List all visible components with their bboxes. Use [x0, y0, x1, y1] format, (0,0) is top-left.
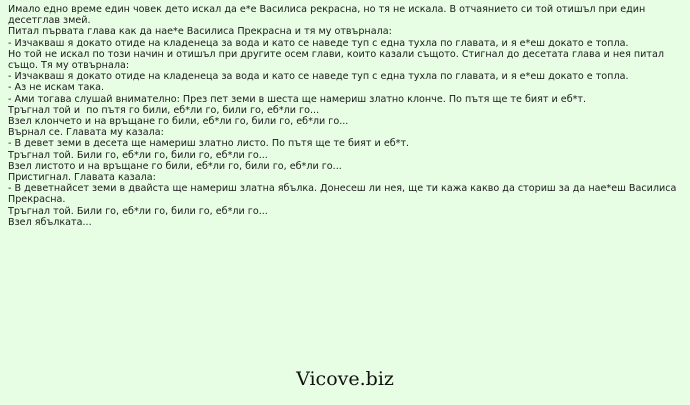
joke-text: Имало едно време един човек дето искал да е*е Василиса рекрасна, но тя не искала. В отчаянието си той отишъл при един десетглав змей. Питал първата глава как да нае*е Василиса Прекрасна и тя му отвърнала: - Изчакваш я докато отиде на кладенеца за вода и като се наведе туп с една тухла по главата, и я е*еш докато е топла. Но той не искал по този начин и отишъл при другите осем глави, които казали същото. Стигнал до десетата глава и нея питал също. Тя му отвърнала: - Изчакваш я докато отиде на кладенеца за вода и като се наведе туп с една тухла по главата, и я е*еш докато е топла. - Аз не искам така. - Ами тогава слушай внимателно: През пет земи в шеста ще намериш златно клонче. По пътя ще те бият и еб*т. Тръгнал той и по пътя го били, еб*ли го, били го, еб*ли го... Взел клончето и на връщане го били, еб*ли го, били го, еб*ли го... Върнал се. Главата му казала: - В девет земи в десета ще намериш златно листо. По пътя ще те бият и еб*т. Тръгнал той. Били го, еб*ли го, били го, еб*ли го... Взел листото и на връщане го били, еб*ли го, били го, еб*ли го... Пристигнал. Главата казала: - В деветнайсет земи в двайста ще намериш златна ябълка. Донесеш ли нея, ще ти кажа какво да сториш за да нае*еш Василиса Прекрасна. Тръгнал той. Били го, еб*ли го, били го, еб*ли го... Взел ябълката... — [8, 4, 677, 228]
site-name-footer: Vicove.biz — [296, 368, 394, 390]
